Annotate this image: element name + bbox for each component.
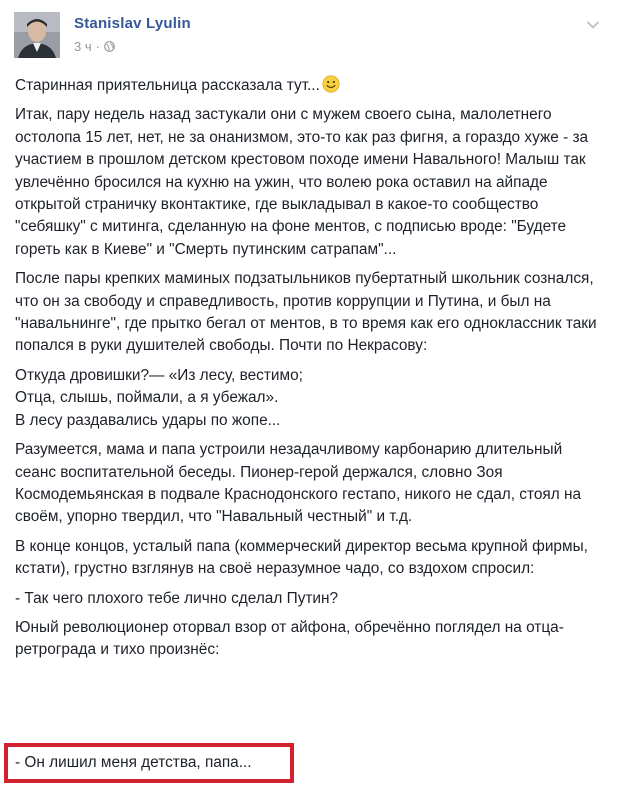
post-paragraph — [15, 75, 605, 97]
post-paragraph: Юный революционер оторвал взор от айфона, обречённо поглядел на отца-ретрограда и тихо произнёс: — [15, 618, 564, 659]
highlighted-quote: - Он лишил меня детства, папа... — [15, 754, 252, 771]
smile-emoji-icon — [322, 75, 340, 93]
post-paragraph: После пары крепких маминых подзатыльников пубертатный школьник сознался, что он за свободу и справедливость, против коррупции и Путина, и был на "навальнинге", где прытко бегал от ментов, в то время как его одноклассник таки попался в руки душителей свободы. Почти по Некрасову: — [15, 270, 597, 355]
post-paragraph: Разумеется, мама и папа устроили незадачливому карбонарию длительный сеанс воспитательной беседы. Пионер-герой держался, словно Зоя Космодемьянская в подвале Краснодонского гестапо, никого не сдал, стоял на своём, упорно твердил, что "Навальный честный" и т.д. — [15, 441, 582, 526]
post-meta — [74, 39, 115, 54]
post-paragraph: В конце концов, усталый папа (коммерческий директор весьма крупной фирмы, кстати), грустно взглянув на своё неразумное чадо, со вздохом спросил: — [15, 537, 588, 578]
paragraph-text: Старинная приятельница рассказала тут... — [15, 77, 320, 94]
avatar[interactable] — [14, 12, 60, 58]
globe-icon[interactable] — [104, 41, 115, 52]
meta-separator: · — [95, 39, 100, 54]
post-paragraph: - Так чего плохого тебе лично сделал Путин? — [15, 589, 339, 607]
post-header — [14, 12, 606, 60]
poem-line: Отца, слышь, поймали, а я убежал». — [15, 389, 279, 407]
post-body — [15, 75, 605, 669]
author-name[interactable]: Stanislav Lyulin — [74, 15, 191, 32]
post-time[interactable]: 3 ч — [74, 39, 92, 54]
poem-line: В лесу раздавались удары по жопе... — [15, 411, 281, 429]
poem-line: Откуда дровишки?— «Из лесу, вестимо; — [15, 366, 303, 384]
post-paragraph: Итак, пару недель назад застукали они с мужем своего сына, малолетнего остолопа 15 лет, нет, не за онанизмом, это-то как раз фигня, а гораздо хуже - за участием в прошлом детском крестовом походе имени Навального! Малыш так увлечённо бросился на кухню на ужин, что волею рока оставил на айпаде открытой страничку вконтактике, где выкладывал в какое-то сообщество "себяшку" с митинга, сделанную на фоне ментов, с подписью вроде: "Будете гореть как в Киеве" и "Смерть путинским сатрапам"... — [15, 106, 589, 258]
highlight-box — [4, 743, 294, 783]
poem-quote — [15, 365, 605, 432]
avatar-photo-icon — [14, 12, 60, 58]
chevron-down-icon[interactable] — [584, 16, 602, 34]
